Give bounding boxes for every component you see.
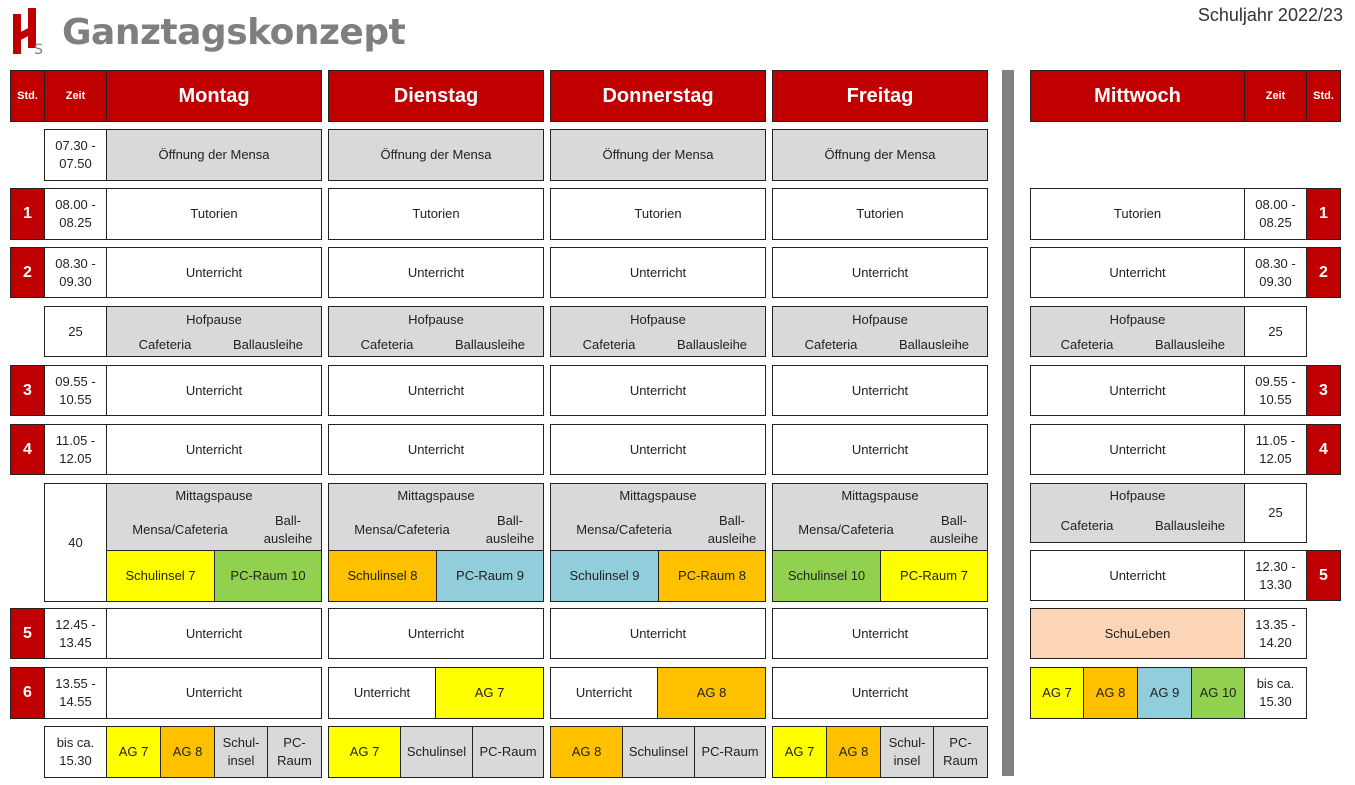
- time-cell: [1244, 424, 1307, 475]
- time-cell-line: 09.30: [59, 273, 92, 289]
- zeit-header: Zeit: [1244, 70, 1307, 122]
- svg-text:S: S: [34, 42, 43, 56]
- time-cell-line: 08.25: [59, 215, 92, 230]
- lesson-number: 5: [1306, 550, 1341, 601]
- cafeteria-label: Cafeteria: [582, 337, 636, 352]
- unterricht-cell: Unterricht: [772, 424, 988, 475]
- pc-room: PC-Raum 10: [214, 550, 322, 602]
- time-cell-line: 08.00 -: [55, 197, 96, 212]
- lesson-number: 6: [10, 667, 45, 719]
- tutorien-cell: Tutorien: [550, 188, 766, 240]
- day-header-thu: Donnerstag: [550, 70, 766, 122]
- unterricht-cell: Unterricht: [328, 365, 544, 416]
- day-header-wed: Mittwoch: [1030, 70, 1245, 122]
- time-cell: [44, 247, 107, 298]
- ballausleihe-label-b: ausleihe: [929, 531, 979, 546]
- unterricht-cell: Unterricht: [1030, 365, 1245, 416]
- hofpause-cell: [1030, 306, 1245, 357]
- schulinsel-cell: Schulinsel: [622, 726, 695, 778]
- schulinsel-cell-line: insel: [227, 753, 255, 768]
- time-cell: [1244, 608, 1307, 659]
- pc-room: PC-Raum 8: [658, 550, 766, 602]
- unterricht-cell: Unterricht: [550, 247, 766, 298]
- mittagspause-title: Mittagspause: [841, 488, 919, 503]
- time-cell-line: 10.55: [59, 391, 92, 407]
- ag-cell: AG 9: [1137, 667, 1192, 719]
- pc-raum-cell: PC-Raum: [694, 726, 766, 778]
- ballausleihe-label-a: Ball-: [274, 513, 301, 528]
- time-cell: [44, 365, 107, 416]
- unterricht-cell: Unterricht: [772, 667, 988, 719]
- time-cell: 40: [44, 483, 107, 602]
- mittagspause-cell: [106, 483, 322, 551]
- cafeteria-label: Cafeteria: [1060, 337, 1114, 352]
- time-cell: [44, 726, 107, 778]
- cafeteria-label: Cafeteria: [360, 337, 414, 352]
- mensa-cell: Öffnung der Mensa: [772, 129, 988, 181]
- hofpause-title: Hofpause: [1109, 488, 1166, 503]
- ballausleihe-label-a: Ball-: [496, 513, 523, 528]
- lesson-number: 2: [10, 247, 45, 298]
- lesson-number: 2: [1306, 247, 1341, 298]
- ballausleihe-label-b: ausleihe: [263, 531, 313, 546]
- unterricht-cell: Unterricht: [550, 667, 658, 719]
- time-cell: 25: [1244, 306, 1307, 357]
- time-cell-line: 09.55 -: [1255, 373, 1296, 389]
- time-cell: [1244, 550, 1307, 601]
- pc-raum-cell-line: Raum: [943, 753, 978, 768]
- time-cell-line: 08.00 -: [1255, 197, 1296, 212]
- unterricht-cell: Unterricht: [1030, 247, 1245, 298]
- mittagspause-title: Mittagspause: [175, 488, 253, 503]
- schulinsel-cell: [214, 726, 268, 778]
- cafeteria-label: Cafeteria: [138, 337, 192, 352]
- ag-cell: AG 7: [772, 726, 827, 778]
- ballausleihe-label-b: ausleihe: [707, 531, 757, 546]
- schulinsel-cell-line: insel: [893, 753, 921, 768]
- hofpause-title: Hofpause: [852, 312, 908, 327]
- time-cell-line: 07.50: [59, 156, 92, 171]
- lesson-number: 1: [1306, 188, 1341, 240]
- mittagspause-cell: [550, 483, 766, 551]
- mensa-cell: Öffnung der Mensa: [328, 129, 544, 181]
- time-cell: [1244, 188, 1307, 240]
- pc-raum-cell: [267, 726, 322, 778]
- ag-cell: AG 7: [435, 667, 544, 719]
- tutorien-cell: Tutorien: [106, 188, 322, 240]
- unterricht-cell: Unterricht: [772, 608, 988, 659]
- day-header-fri: Freitag: [772, 70, 988, 122]
- mittagspause-title: Mittagspause: [397, 488, 475, 503]
- time-cell-line: 12.05: [1259, 450, 1292, 466]
- tutorien-cell: Tutorien: [328, 188, 544, 240]
- unterricht-cell: Unterricht: [106, 667, 322, 719]
- pc-raum-cell-line: PC-: [949, 735, 972, 750]
- lesson-number: 5: [10, 608, 45, 659]
- time-cell-line: bis ca.: [1256, 676, 1295, 691]
- tutorien-cell: Tutorien: [772, 188, 988, 240]
- ballausleihe-label-a: Ball-: [718, 513, 745, 528]
- lesson-number: 3: [10, 365, 45, 416]
- ballausleihe-label-b: ausleihe: [485, 531, 535, 546]
- day-header-mon: Montag: [106, 70, 322, 122]
- unterricht-cell: Unterricht: [772, 247, 988, 298]
- cafeteria-label: Cafeteria: [1060, 518, 1114, 533]
- hofpause-cell: [328, 306, 544, 357]
- time-cell-line: 12.05: [59, 450, 92, 466]
- lesson-number: 3: [1306, 365, 1341, 416]
- time-cell-line: 09.30: [1259, 273, 1292, 289]
- unterricht-cell: Unterricht: [328, 424, 544, 475]
- lesson-number: 4: [10, 424, 45, 475]
- time-cell-line: 15.30: [1259, 694, 1292, 709]
- time-cell: [44, 188, 107, 240]
- time-cell: [44, 129, 107, 181]
- ag-cell: AG 8: [1083, 667, 1138, 719]
- std-header: Std.: [10, 70, 45, 122]
- time-cell-line: 15.30: [59, 753, 92, 768]
- unterricht-cell: Unterricht: [328, 247, 544, 298]
- pc-raum-cell: PC-Raum: [472, 726, 544, 778]
- time-cell: [1244, 365, 1307, 416]
- ballausleihe-label: Ballausleihe: [898, 337, 970, 352]
- ag-cell: AG 7: [328, 726, 401, 778]
- mittagspause-title: Mittagspause: [619, 488, 697, 503]
- time-cell: [1244, 247, 1307, 298]
- unterricht-cell: Unterricht: [106, 365, 322, 416]
- schulinsel-cell-line: Schul-: [888, 735, 926, 750]
- unterricht-cell: Unterricht: [1030, 424, 1245, 475]
- unterricht-cell: Unterricht: [328, 608, 544, 659]
- hs-logo-icon: [10, 6, 50, 56]
- time-cell-line: 13.55 -: [55, 676, 96, 691]
- mensa-cafeteria-label: Mensa/Cafeteria: [576, 522, 672, 537]
- pc-raum-cell: [933, 726, 988, 778]
- ballausleihe-label: Ballausleihe: [232, 337, 304, 352]
- mensa-cell: Öffnung der Mensa: [106, 129, 322, 181]
- unterricht-cell: Unterricht: [106, 424, 322, 475]
- lesson-number: 4: [1306, 424, 1341, 475]
- unterricht-cell: Unterricht: [550, 424, 766, 475]
- divider: [1002, 70, 1014, 776]
- pc-raum-cell-line: PC-: [283, 735, 306, 750]
- ballausleihe-label: Ballausleihe: [1154, 518, 1226, 533]
- std-header: Std.: [1306, 70, 1341, 122]
- time-cell-line: 10.55: [1259, 391, 1292, 407]
- time-cell: 25: [1244, 483, 1307, 543]
- hofpause-title: Hofpause: [186, 312, 242, 327]
- mittagspause-cell: [772, 483, 988, 551]
- zeit-header: Zeit: [44, 70, 107, 122]
- unterricht-cell: Unterricht: [550, 608, 766, 659]
- hofpause-title: Hofpause: [408, 312, 464, 327]
- lesson-number: 1: [10, 188, 45, 240]
- cafeteria-label: Cafeteria: [804, 337, 858, 352]
- unterricht-cell: Unterricht: [550, 365, 766, 416]
- time-cell: [44, 667, 107, 719]
- ag-cell: AG 7: [106, 726, 161, 778]
- day-header-tue: Dienstag: [328, 70, 544, 122]
- time-cell-line: 13.45: [59, 634, 92, 650]
- time-cell: 25: [44, 306, 107, 357]
- tutorien-cell: Tutorien: [1030, 188, 1245, 240]
- time-cell-line: 07.30 -: [55, 138, 96, 153]
- school-year: Schuljahr 2022/23: [1197, 5, 1343, 25]
- unterricht-cell: Unterricht: [1030, 550, 1245, 601]
- schulinsel-cell-line: Schul-: [222, 735, 260, 750]
- ballausleihe-label: Ballausleihe: [454, 337, 526, 352]
- schulinsel-room: Schulinsel 8: [328, 550, 437, 602]
- time-cell: [44, 424, 107, 475]
- ballausleihe-label: Ballausleihe: [1154, 337, 1226, 352]
- pc-room: PC-Raum 9: [436, 550, 544, 602]
- time-cell-line: 12.30 -: [1255, 558, 1296, 574]
- time-cell-line: 11.05 -: [55, 432, 96, 448]
- schulinsel-room: Schulinsel 7: [106, 550, 215, 602]
- schulinsel-room: Schulinsel 9: [550, 550, 659, 602]
- hofpause-cell: [1030, 483, 1245, 543]
- time-cell-line: 08.25: [1259, 215, 1292, 230]
- hofpause-title: Hofpause: [630, 312, 686, 327]
- time-cell-line: 14.20: [1259, 634, 1292, 650]
- page-title: Ganztagskonzept: [62, 12, 406, 53]
- ag-cell: AG 8: [657, 667, 766, 719]
- ballausleihe-label: Ballausleihe: [676, 337, 748, 352]
- unterricht-cell: Unterricht: [328, 667, 436, 719]
- schulinsel-cell: Schulinsel: [400, 726, 473, 778]
- hofpause-cell: [106, 306, 322, 357]
- time-cell-line: 14.55: [59, 694, 92, 709]
- pc-raum-cell-line: Raum: [277, 753, 312, 768]
- time-cell-line: 13.35 -: [1255, 616, 1296, 632]
- ag-cell: AG 8: [826, 726, 881, 778]
- time-cell-line: 13.30: [1259, 576, 1292, 592]
- time-cell: [44, 608, 107, 659]
- hofpause-cell: [550, 306, 766, 357]
- time-cell-line: 09.55 -: [55, 373, 96, 389]
- mensa-cafeteria-label: Mensa/Cafeteria: [354, 522, 450, 537]
- ag-cell: AG 10: [1191, 667, 1245, 719]
- ag-cell: AG 8: [550, 726, 623, 778]
- mensa-cafeteria-label: Mensa/Cafeteria: [132, 522, 228, 537]
- schuleben-cell: SchuLeben: [1030, 608, 1245, 659]
- ag-cell: AG 8: [160, 726, 215, 778]
- ballausleihe-label-a: Ball-: [940, 513, 967, 528]
- unterricht-cell: Unterricht: [106, 247, 322, 298]
- mensa-cell: Öffnung der Mensa: [550, 129, 766, 181]
- time-cell: [1244, 667, 1307, 719]
- time-cell-line: 08.30 -: [55, 255, 96, 271]
- time-cell-line: 12.45 -: [55, 616, 96, 632]
- ag-cell: AG 7: [1030, 667, 1084, 719]
- hofpause-title: Hofpause: [1109, 312, 1166, 327]
- time-cell-line: 11.05 -: [1255, 432, 1296, 448]
- mensa-cafeteria-label: Mensa/Cafeteria: [798, 522, 894, 537]
- hofpause-cell: [772, 306, 988, 357]
- unterricht-cell: Unterricht: [106, 608, 322, 659]
- mittagspause-cell: [328, 483, 544, 551]
- time-cell-line: bis ca.: [56, 735, 95, 750]
- schulinsel-room: Schulinsel 10: [772, 550, 881, 602]
- time-cell-line: 08.30 -: [1255, 255, 1296, 271]
- schulinsel-cell: [880, 726, 934, 778]
- pc-room: PC-Raum 7: [880, 550, 988, 602]
- unterricht-cell: Unterricht: [772, 365, 988, 416]
